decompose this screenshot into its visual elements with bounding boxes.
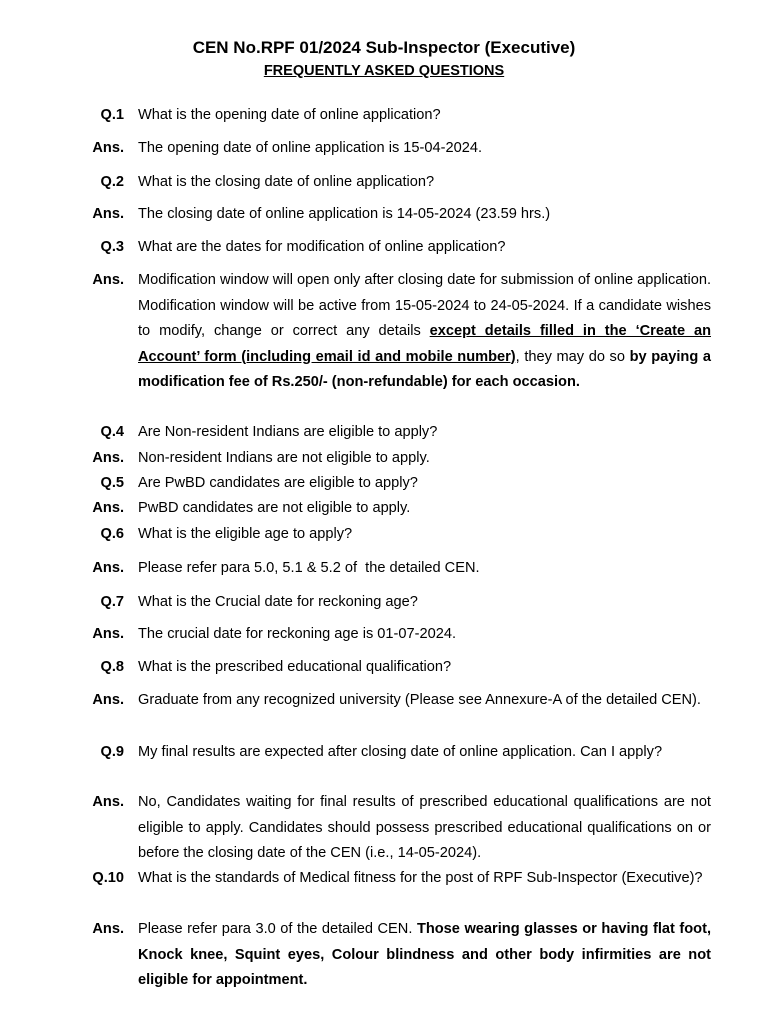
question-text: Are Non-resident Indians are eligible to apply? bbox=[138, 424, 438, 440]
answer-text-emphasis: except details filled in the ‘Create an Account’ form (including email id and mobile number) bbox=[138, 323, 711, 365]
question-text: My final results are expected after closing date of online application. Can I apply? bbox=[138, 744, 663, 760]
question-text: Are PwBD candidates are eligible to apply? bbox=[138, 475, 418, 491]
answer-label: Ans. bbox=[92, 560, 124, 576]
answer-label: Ans. bbox=[92, 272, 124, 288]
question-text: What is the closing date of online application? bbox=[138, 174, 435, 190]
question-label: Q.7 bbox=[100, 594, 124, 610]
question-text: What is the Crucial date for reckoning age? bbox=[138, 594, 418, 610]
question-text: What is the prescribed educational qualification? bbox=[138, 659, 452, 675]
question-text: What is the eligible age to apply? bbox=[138, 526, 353, 542]
document-subtitle: FREQUENTLY ASKED QUESTIONS bbox=[263, 63, 505, 79]
question-text: What are the dates for modification of online application? bbox=[138, 239, 506, 255]
question-text: What is the standards of Medical fitness for the post of RPF Sub-Inspector (Executive)? bbox=[138, 870, 703, 886]
answer-text: PwBD candidates are not eligible to apply. bbox=[138, 500, 411, 516]
answer-text bbox=[138, 917, 711, 994]
answer-text-plain: Modification window will open only after closing date for submission of online application. Modification window will be active from 15-05-2024 to 24-05-2024. If a candidate wishes to modify, change or correct any details bbox=[138, 272, 711, 339]
answer-text: Please refer para 5.0, 5.1 & 5.2 of the detailed CEN. bbox=[138, 560, 480, 576]
answer-text-plain: , they may do so bbox=[515, 348, 630, 365]
answer-label: Ans. bbox=[92, 206, 124, 222]
answer-label: Ans. bbox=[92, 500, 124, 516]
answer-label: Ans. bbox=[92, 140, 124, 156]
answer-text: The crucial date for reckoning age is 01-07-2024. bbox=[138, 626, 457, 642]
question-label: Q.10 bbox=[92, 870, 124, 886]
answer-text: Graduate from any recognized university (Please see Annexure-A of the detailed CEN). bbox=[138, 692, 701, 708]
question-label: Q.8 bbox=[100, 659, 124, 675]
answer-text: No, Candidates waiting for final results of prescribed educational qualifications are not eligible to apply. Candidates should possess prescribed educational qualifications on or before the closing date of the CEN (i.e., 14-05-2024). bbox=[138, 794, 711, 861]
answer-text-plain: Please refer para 3.0 of the detailed CEN. bbox=[138, 921, 417, 937]
question-label: Q.3 bbox=[100, 239, 124, 255]
answer-text: The opening date of online application is 15-04-2024. bbox=[138, 140, 483, 156]
answer-label: Ans. bbox=[92, 921, 124, 937]
answer-label: Ans. bbox=[92, 692, 124, 708]
answer-label: Ans. bbox=[92, 450, 124, 466]
answer-text-emphasis: by paying a modification fee of Rs.250/- (non-refundable) for each occasion. bbox=[138, 348, 711, 390]
answer-label: Ans. bbox=[92, 794, 124, 810]
question-label: Q.4 bbox=[100, 424, 124, 440]
question-label: Q.9 bbox=[100, 744, 124, 760]
question-text: What is the opening date of online application? bbox=[138, 107, 441, 123]
question-label: Q.2 bbox=[100, 174, 124, 190]
answer-label: Ans. bbox=[92, 626, 124, 642]
question-label: Q.6 bbox=[100, 526, 124, 542]
question-label: Q.1 bbox=[100, 107, 124, 123]
answer-text: The closing date of online application is 14-05-2024 (23.59 hrs.) bbox=[138, 206, 551, 222]
question-label: Q.5 bbox=[100, 475, 124, 491]
answer-text-emphasis: Those wearing glasses or having flat foot, Knock knee, Squint eyes, Colour blindness and other body infirmities are not eligible for appointment. bbox=[138, 921, 711, 988]
document-title: CEN No.RPF 01/2024 Sub-Inspector (Executive) bbox=[192, 38, 576, 57]
answer-text bbox=[138, 268, 711, 396]
answer-text: Non-resident Indians are not eligible to apply. bbox=[138, 450, 430, 466]
